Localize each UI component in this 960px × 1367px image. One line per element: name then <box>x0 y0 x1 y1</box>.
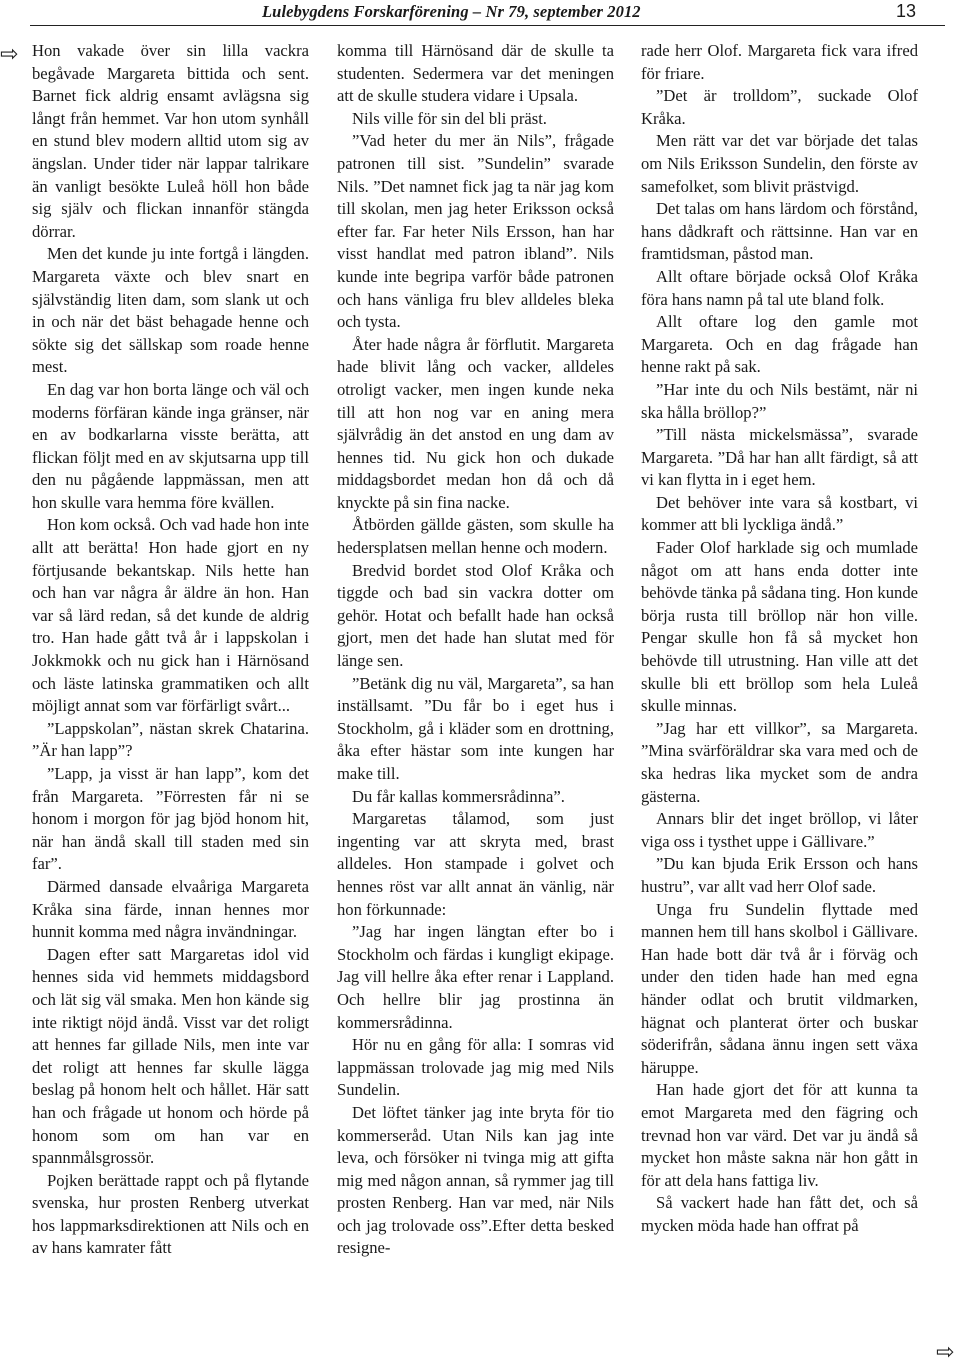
paragraph: Fader Olof harklade sig och mumlade något om att hans enda dotter inte behövde tänka på sådana ting. Hon kunde börja rusta till bröllop när hon ville. Pengar skulle hon få så mycket hon behövde till utrustning. Han ville att det skulle bli ett bröllop som hela Luleå skulle minnas. <box>641 538 918 716</box>
text-column-2 <box>337 40 614 1260</box>
paragraph: Annars blir det inget bröllop, vi låter viga oss i tysthet uppe i Gällivare.” <box>641 809 918 851</box>
paragraph: Han hade gjort det för att kunna ta emot Margareta med den fägring och trevnad hon var värd. Det var ju ändå så mycket hon måste sakna när hon gått in för att dela hans fattiga liv. <box>641 1080 918 1190</box>
paragraph: Det behöver inte vara så kostbart, vi kommer att bli lyckliga ändå.” <box>641 492 918 535</box>
paragraph: En dag var hon borta länge och väl och moderns förfäran kände inga gränser, när en av bodkarlarna visste berätta, att flickan följt med en av skjutsarna upp till den nu pågående lappmässan, men att hon skulle vara hemma före kvällen. <box>32 379 309 512</box>
header-rule <box>30 25 945 26</box>
paragraph: ”Lapp, ja visst är han lapp”, kom det från Margareta. ”Förresten får ni se honom i morgon för jag bjöd honom hit, när han ändå skall till staden med sin far”. <box>32 764 309 874</box>
paragraph: Så vackert hade han fått det, och så mycken möda hade han offrat på <box>641 1193 918 1235</box>
paragraph: ”Till nästa mickelsmässa”, svarade Margareta. ”Då har han allt färdigt, så att vi kan flytta in i eget hem. <box>641 425 918 490</box>
page-number: 13 <box>896 1 917 21</box>
paragraph: Bredvid bordet stod Olof Kråka och tiggde och bad sin vackra dotter om gehör. Hotat och befallt hade han också gjort, men det hade han slutat med för länge sen. <box>337 560 614 671</box>
arrow-right-icon: ⇨ <box>0 42 19 67</box>
paragraph: Nils ville för sin del bli präst. <box>352 108 547 128</box>
paragraph: Åter hade några år förflutit. Margareta hade blivit lång och vacker, alldeles otroligt vacker, men ingen kunde neka till att hon nog var en aning mera självrådig än det anstod en ung dam av hennes tid. Nu gick hon och dukade middagsbordet medan hon då och då knyckte på sin fina nacke. <box>337 334 614 512</box>
paragraph: Allt oftare började också Olof Kråka föra hans namn på tal ute bland folk. <box>641 266 918 309</box>
paragraph: Men rätt var det var började det talas om Nils Eriksson Sundelin, den förste av samefolket, som blivit prästvigd. <box>641 131 918 196</box>
paragraph: Margaretas tålamod, som just ingenting var att skryta med, brast alldeles. Hon stampade i golvet och hennes röst var allt annat än vänlig, när hon förkunnade: <box>337 809 614 919</box>
paragraph: Allt oftare log den gamle mot Margareta. Och en dag frågade han henne rakt på sak. <box>641 312 918 377</box>
paragraph: rade herr Olof. Margareta fick vara ifred för friare. <box>641 41 918 83</box>
page-header <box>0 0 960 26</box>
paragraph: ”Jag har ett villkor”, sa Margareta. ”Mina svärföräldrar ska vara med och de ska hedras lika mycket som de andra gästerna. <box>641 718 918 806</box>
paragraph: ”Lappskolan”, nästan skrek Chatarina. ”Är han lapp”? <box>32 718 309 761</box>
paragraph: Men det kunde ju inte fortgå i längden. Margareta växte och blev snart en självständig liten dam, som slank ut och in och när det bäst behagade henne och sökte sig det sällskap som roade henne mest. <box>32 244 309 377</box>
paragraph: ”Vad heter du mer än Nils”, frågade patronen till sist. ”Sundelin” svarade Nils. ”Det namnet fick jag ta när jag kom till skolan, men jag heter Eriksson också efter far. Far heter Nils Ersson, han har visst handlat med patron ibland”. Nils kunde inte begripa varför både patronen och hans vänliga fru blev alldeles bleka och tysta. <box>337 131 614 332</box>
paragraph: ”Du kan bjuda Erik Ersson och hans hustru”, var allt vad herr Olof sade. <box>641 854 918 896</box>
paragraph: Hon vakade över sin lilla vackra begåvade Margareta bittida och sent. Barnet fick aldrig ensamt avlägsna sig långt från hemmet. Var hon utom synhåll en stund blev modern alltid utom sig av ängslan. Under tider när lappar talrikare än vanligt besökte Luleå höll hon både sig själv och flickan innanför stängda dörrar. <box>32 41 309 241</box>
paragraph: ”Det är trolldom”, suckade Olof Kråka. <box>641 86 918 128</box>
paragraph: Dagen efter satt Margaretas idol vid hennes sida vid hemmets middagsbord och lät sig väl smaka. Men hon kände sig inte riktigt nöjd ändå. Visst var det roligt att hennes far gillade Nils, men inte var det roligt att hennes far skulle lägga beslag på honom helt och hållet. Här satt han och frågade ut honom och hörde på honom som om han var en spannmålsgrossör. <box>32 944 309 1168</box>
paragraph: ”Betänk dig nu väl, Margareta”, sa han inställsamt. ”Du får bo i eget hus i Stockholm, gå i kläder som en drottning, åka efter hästar som inte kungen har make till. <box>337 673 614 783</box>
paragraph: Hon kom också. Och vad hade hon inte allt att berätta! Hon hade gjort en ny förtjusande bekantskap. Nils hette han och han var några år äldre än hon. Han var så lärd redan, så det kunde de aldrig tro. Han hade gått två år i lappskolan i Jokkmokk och nu gick han i Härnösand och läste latinska grammatiken och allt möjligt annat som var förfärligt svårt... <box>32 515 309 716</box>
paragraph: komma till Härnösand där de skulle ta studenten. Sedermera var det meningen att de skulle studera vidare i Upsala. <box>337 41 614 106</box>
paragraph: Pojken berättade rappt och på flytande svenska, hur prosten Renberg utverkat hos lappmarksdirektionen att Nils och en av hans kamrater fått <box>32 1170 309 1258</box>
paragraph: Hör nu en gång för alla: I somras vid lappmässan trolovade jag mig med Nils Sundelin. <box>337 1035 614 1100</box>
paragraph: Det löftet tänker jag inte bryta för tio kommerseråd. Utan Nils kan jag inte leva, och försöker ni tvinga mig att gifta mig med någon annan, så rymmer jag till prosten Renberg. Han var med, när Nils och jag trolovade oss”.Efter detta besked resigne- <box>337 1102 614 1258</box>
paragraph: ”Jag har ingen längtan efter bo i Stockholm och färdas i kungligt ekipage. Jag vill hellre åka efter renar i Lappland. Och hellre blir jag prostinna än kommersrådinna. <box>337 922 614 1032</box>
paragraph: Det talas om hans lärdom och förstånd, hans dådkraft och rättsinne. Han var en framtidsman, påstod man. <box>641 199 918 264</box>
paragraph: Du får kallas kommersrådinna”. <box>352 786 565 806</box>
paragraph: Därmed dansade elvaåriga Margareta Kråka sina färde, innan hennes mor hunnit komma med några invändningar. <box>32 876 309 942</box>
arrow-right-icon: ⇨ <box>936 1340 955 1365</box>
paragraph: Åtbörden gällde gästen, som skulle ha hedersplatsen mellan henne och modern. <box>337 515 614 558</box>
text-column-1 <box>32 40 309 1260</box>
publication-title: Lulebygdens Forskarförening – Nr 79, september 2012 <box>262 2 641 21</box>
paragraph: ”Har inte du och Nils bestämt, när ni ska hålla bröllop?” <box>641 379 918 422</box>
paragraph: Unga fru Sundelin flyttade med mannen hem till hans skolbol i Gällivare. Han hade bott där två år i förväg och under den tiden hade han med egna händer odlat och brutit vildmarken, hägnat och planterat örter och buskar söderifrån, sådana ännu ingen sett växa häruppe. <box>641 899 918 1077</box>
text-column-3 <box>641 40 918 1237</box>
